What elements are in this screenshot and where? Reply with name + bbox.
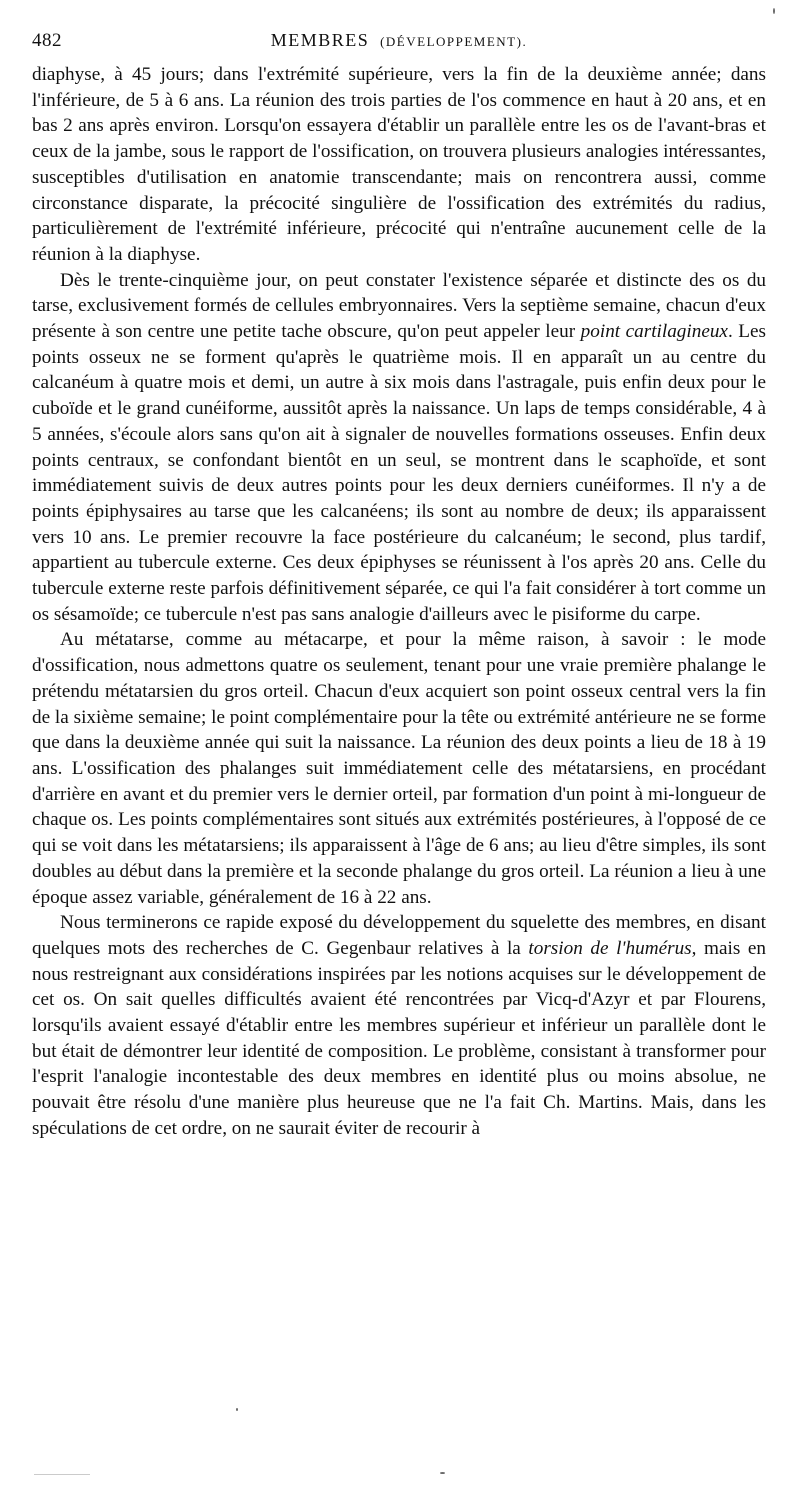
running-head: [32, 30, 766, 56]
text-run: Dès le trente-cinquième jour, on peut constater l'existence séparée et distincte des os du tarse, exclusivement formés de cellules embryonnaires. Vers la septième semaine, chacun d'eux présente à son centre une petite tache obscure, qu'on peut appeler leur: [32, 269, 766, 343]
print-speck: [236, 1408, 238, 1411]
paragraph-continuation: [32, 62, 766, 268]
print-speck: [773, 8, 775, 14]
text-run: diaphyse, à 45 jours; dans l'extrémité supérieure, vers la fin de la deuxième année; dans l'inférieure, de 5 à 6 ans. La réunion des trois parties de l'os commence en haut à 20 ans, et en bas 2 ans après environ. Lorsqu'on essayera d'établir un parallèle entre les os de l'avant-bras et ceux de la jambe, sous le rapport de l'ossification, on trouvera plusieurs analogies intéressantes, susceptibles d'utilisation en anatomie transcendante; mais on rencontrera aussi, comme circonstance disparate, la précocité singulière de l'ossification des extrémités du radius, particulièrement de l'extrémité inférieure, précocité qui n'entraîne aucunement celle de la réunion à la diaphyse.: [32, 64, 766, 265]
section-subtitle-wrapper: (DÉVELOPPEMENT).: [375, 34, 528, 49]
text-run: , mais en nous restreignant aux considérations inspirées par les notions acquises sur le développement de cet os. On sait quelles difficultés avaient été rencontrées par Vicq-d'Azyr et par Flourens, lorsqu'ils avaient essayé d'établir entre les membres supérieur et inférieur un parallèle dont le but était de démontrer leur identité de composition. Le problème, consistant à transformer pour l'esprit l'analogie incontestable des deux membres en identité plus ou moins absolue, ne pouvait être résolu d'une manière plus heureuse que ne l'a fait Ch. Martins. Mais, dans les spéculations de cet ordre, on ne saurait éviter de recourir à: [32, 937, 766, 1139]
italic-term: torsion de l'humérus: [528, 937, 692, 959]
italic-term: point cartilagineux: [580, 321, 728, 343]
section-subtitle: DÉVELOPPEMENT: [385, 34, 517, 49]
print-speck: [34, 1474, 90, 1475]
text-run: Nous terminerons ce rapide exposé du développement du squelette des membres, en disant quelques mots des recherches de C. Gegenbaur relatives à la: [32, 912, 766, 959]
text-run: . Les points osseux ne se forment qu'après le quatrième mois. Il en apparaît un au centre du calcanéum à quatre mois et demi, un autre à six mois dans l'astragale, puis enfin deux pour le cuboïde et le grand cunéiforme, aussitôt après la naissance. Un laps de temps considérable, 4 à 5 années, s'écoule alors sans qu'on ait à signaler de nouvelles formations osseuses. Enfin deux points centraux, se confondant bientôt en un seul, se montrent dans le scaphoïde, et sont immédiatement suivis de deux autres points pour les deux derniers cunéiformes. Il n'y a de points épiphysaires au tarse que les calcanéens; ils sont au nombre de deux; ils apparaissent vers 10 ans. Le premier recouvre la face postérieure du calcanéum; le second, plus tardif, appartient au tubercule externe. Ces deux épiphyses se réunissent à l'os après 20 ans. Celle du tubercule externe reste parfois définitivement séparée, ce qui l'a fait considérer à tort comme un os sésamoïde; ce tubercule n'est pas sans analogie d'ailleurs avec le pisiforme du carpe.: [32, 321, 766, 625]
paragraph-tarse: [32, 268, 766, 628]
running-title: [32, 30, 766, 51]
text-run: Au métatarse, comme au métacarpe, et pour la même raison, à savoir : le mode d'ossification, nous admettons quatre os seulement, tenant pour une vraie première phalange le prétendu métatarsien du gros orteil. Chacun d'eux acquiert son point osseux central vers la fin de la sixième semaine; le point complémentaire pour la tête ou extrémité antérieure ne se forme que dans la deuxième année qui suit la naissance. La réunion des deux points a lieu de 18 à 19 ans. L'ossification des phalanges suit immédiatement celle des métatarsiens, en procédant d'arrière en avant et du premier vers le dernier orteil, par formation d'un point à mi-longueur de chaque os. Les points complémentaires sont situés aux extrémités postérieures, à l'opposé de ce qui se voit dans les métatarsiens; ils apparaissent à l'âge de 6 ans; au lieu d'être simples, ils sont doubles au début dans la première et la seconde phalange du gros orteil. La réunion a lieu à une époque assez variable, généralement de 16 à 22 ans.: [32, 629, 766, 908]
paragraph-metatarse: [32, 627, 766, 910]
body-text: [32, 62, 766, 1142]
print-speck: [440, 1472, 445, 1474]
section-title: MEMBRES: [270, 30, 370, 50]
page-number: 482: [32, 30, 62, 51]
paragraph-torsion-humerus: [32, 910, 766, 1141]
